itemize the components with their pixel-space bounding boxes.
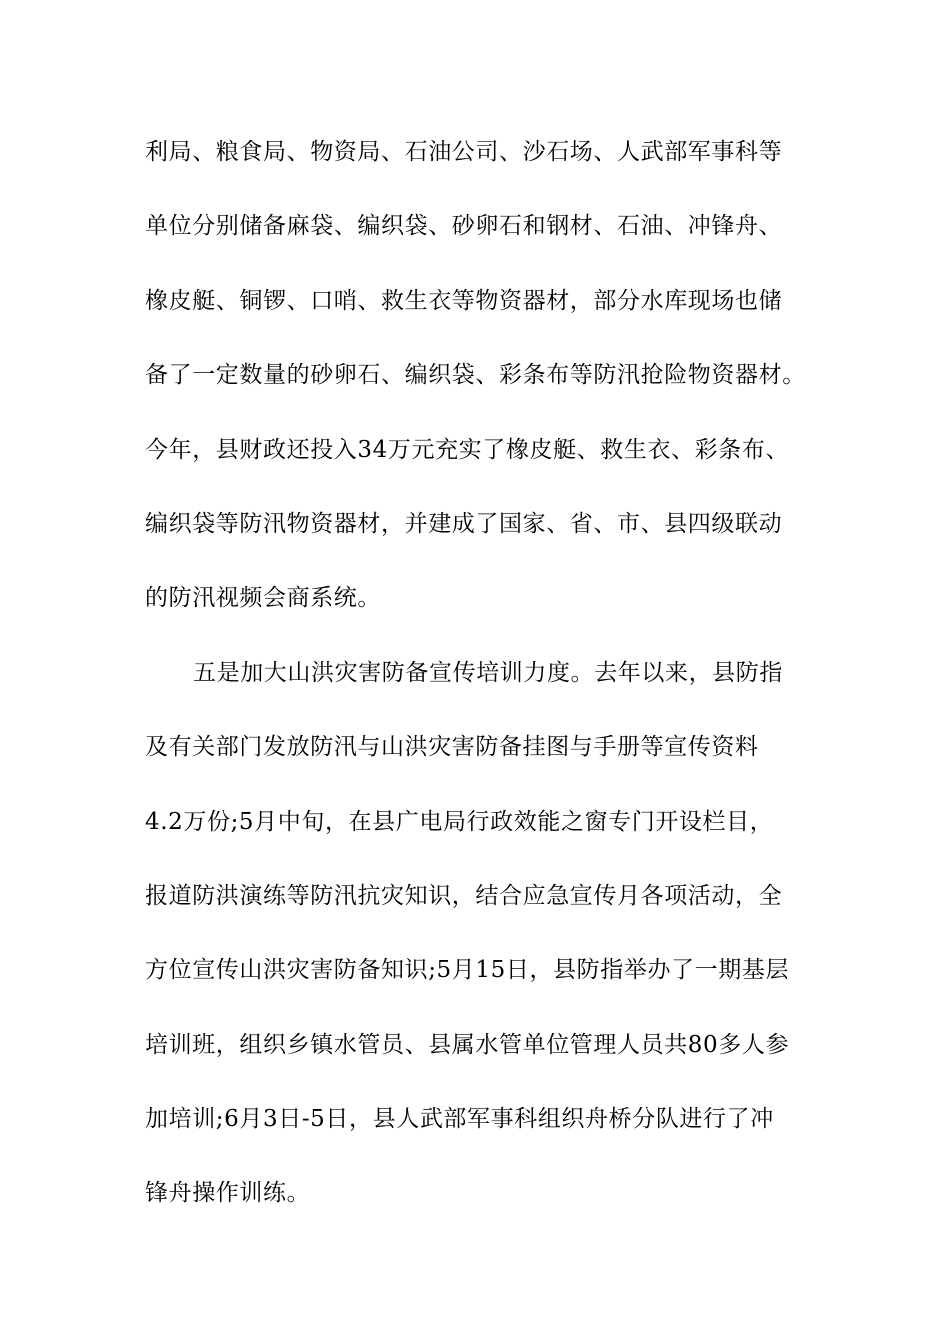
- text-line-10: 4.2万份;5月中旬，在县广电局行政效能之窗专门开设栏目，: [145, 808, 774, 835]
- text-line-14: 加培训;6月3日-5日，县人武部军事科组织舟桥分队进行了冲: [145, 1106, 774, 1133]
- text-line-7: 的防汛视频会商系统。: [145, 585, 381, 612]
- text-line-4: 备了一定数量的砂卵石、编织袋、彩条布等防汛抢险物资器材。: [145, 362, 806, 389]
- text-line-3: 橡皮艇、铜锣、口哨、救生衣等物资器材，部分水库现场也储: [145, 287, 783, 314]
- text-line-11: 报道防洪演练等防汛抗灾知识，结合应急宣传月各项活动，全: [145, 882, 783, 909]
- text-line-13: 培训班，组织乡镇水管员、县属水管单位管理人员共80多人参: [145, 1031, 790, 1058]
- text-line-2: 单位分别储备麻袋、编织袋、砂卵石和钢材、石油、冲锋舟、: [145, 213, 783, 240]
- paragraph-start-line: 五是加大山洪灾害防备宣传培训力度。去年以来，县防指: [193, 659, 783, 686]
- text-line-9: 及有关部门发放防汛与山洪灾害防备挂图与手册等宣传资料: [145, 734, 759, 761]
- body-text: [145, 128, 825, 1244]
- text-line-1: 利局、粮食局、物资局、石油公司、沙石场、人武部军事科等: [145, 139, 783, 165]
- text-line-15: 锋舟操作训练。: [145, 1180, 311, 1207]
- text-line-12: 方位宣传山洪灾害防备知识;5月15日，县防指举办了一期基层: [145, 957, 790, 984]
- text-line-6: 编织袋等防汛物资器材，并建成了国家、省、市、县四级联动: [145, 510, 783, 537]
- text-line-5: 今年，县财政还投入34万元充实了橡皮艇、救生衣、彩条布、: [145, 436, 790, 463]
